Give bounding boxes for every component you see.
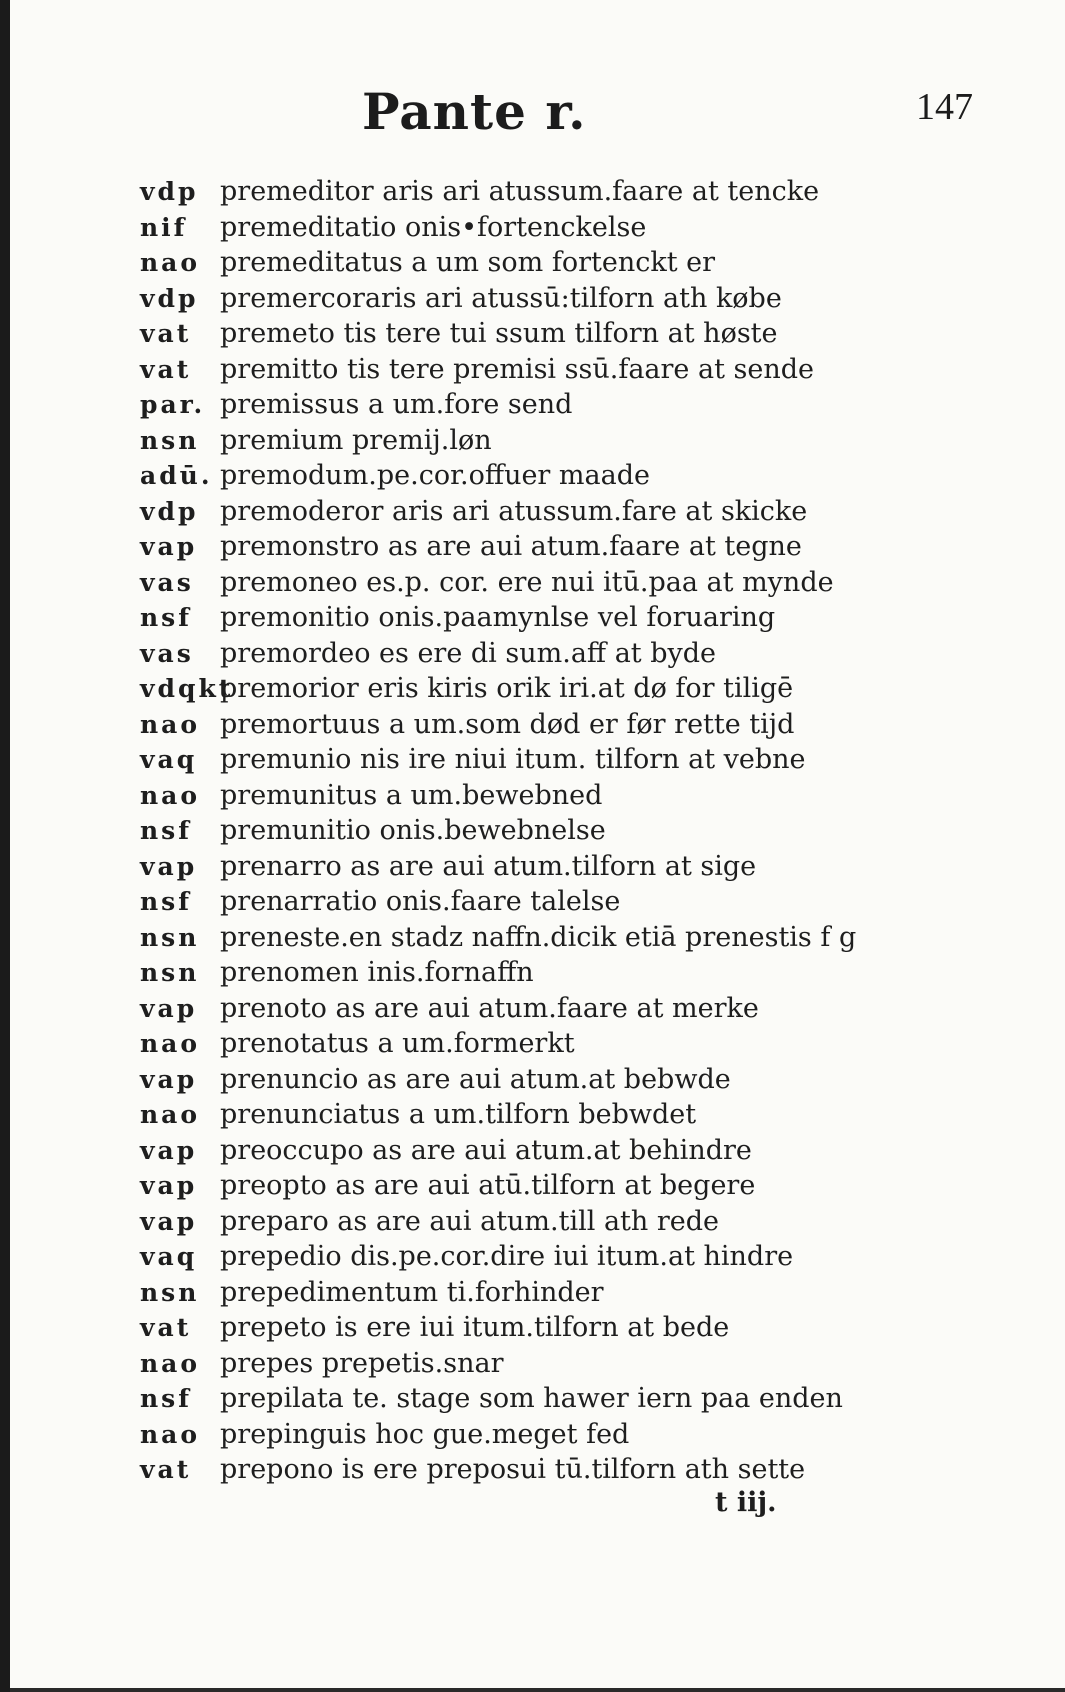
dictionary-entry (140, 1277, 1000, 1313)
grammar-code: nsn (140, 922, 200, 952)
signature-mark: t iij. (715, 1487, 777, 1518)
dictionary-entry (140, 886, 1000, 922)
entry-gloss: premonitio onis.paamynlse vel foruaring (220, 602, 776, 633)
dictionary-entry (140, 1383, 1000, 1419)
dictionary-entry (140, 993, 1000, 1029)
dictionary-entry (140, 1064, 1000, 1100)
dictionary-entry (140, 460, 1000, 496)
entry-gloss: premeto tis tere tui ssum tilforn at høste (220, 318, 778, 349)
entry-gloss: premortuus a um.som død er før rette tijd (220, 708, 795, 740)
dictionary-entry (140, 1454, 1000, 1490)
grammar-code: nif (140, 212, 188, 242)
dictionary-entry (140, 922, 1000, 958)
entry-gloss: prenarratio onis.faare talelse (220, 886, 621, 917)
grammar-code: vdqkt (140, 674, 234, 703)
entry-gloss: prenoto as are aui atum.faare at merke (220, 992, 759, 1024)
entry-gloss: premoderor aris ari atussum.fare at skicke (220, 495, 808, 527)
grammar-code: vat (140, 354, 192, 384)
grammar-code: vap (140, 1064, 198, 1094)
entry-gloss: preoccupo as are aui atum.at behindre (220, 1134, 752, 1166)
entry-gloss: prenomen inis.fornaffn (220, 957, 534, 988)
grammar-code: nao (140, 1029, 201, 1058)
entry-gloss: preneste.en stadz naffn.dicik etiā prenestis f g (220, 921, 857, 953)
dictionary-entry (140, 425, 1000, 461)
dictionary-entry (140, 1028, 1000, 1064)
dictionary-entry (140, 567, 1000, 603)
entry-gloss: prepeto is ere iui itum.tilforn at bede (220, 1312, 730, 1343)
grammar-code: nsn (140, 425, 200, 455)
entry-gloss: premeditor aris ari atussum.faare at tencke (220, 176, 820, 207)
entry-gloss: premeditatus a um som fortenckt er (220, 247, 716, 278)
entry-gloss: premium premij.løn (220, 424, 492, 456)
grammar-code: nao (140, 1100, 201, 1129)
dictionary-entry (140, 638, 1000, 674)
entry-gloss: prenuncio as are aui atum.at bebwde (220, 1063, 731, 1095)
grammar-code: vap (140, 532, 198, 561)
grammar-code: adū. (140, 461, 213, 490)
entry-gloss: premeditatio onis•fortenckelse (220, 211, 647, 243)
page-number: 147 (916, 86, 973, 128)
grammar-code: vdp (140, 496, 199, 526)
dictionary-entry (140, 283, 1000, 319)
entry-gloss: premodum.pe.cor.offuer maade (220, 460, 650, 491)
entry-gloss: prenarro as are aui atum.tilforn at sige (220, 850, 757, 882)
grammar-code: vdp (140, 177, 199, 206)
entry-gloss: preparo as are aui atum.till ath rede (220, 1205, 720, 1237)
dictionary-entry (140, 212, 1000, 248)
dictionary-entry (140, 1348, 1000, 1384)
dictionary-entry (140, 531, 1000, 567)
grammar-code: vat (140, 1455, 192, 1484)
dictionary-entry (140, 851, 1000, 887)
dictionary-entry (140, 673, 1000, 709)
grammar-code: vdp (140, 283, 199, 313)
dictionary-entry (140, 318, 1000, 354)
grammar-code: nsf (140, 887, 193, 916)
entry-gloss: prepes prepetis.snar (220, 1347, 504, 1379)
dictionary-entry (140, 1241, 1000, 1277)
dictionary-entry (140, 780, 1000, 816)
grammar-code: nao (140, 780, 201, 810)
entry-gloss: premitto tis tere premisi ssū.faare at sende (220, 353, 814, 385)
grammar-code: nao (140, 1419, 201, 1449)
grammar-code: nsf (140, 603, 193, 632)
grammar-code: vat (140, 319, 192, 348)
dictionary-entry (140, 1419, 1000, 1455)
grammar-code: nao (140, 709, 201, 739)
entry-gloss: premonstro as are aui atum.faare at tegne (220, 531, 802, 562)
entry-gloss: premunitio onis.bewebnelse (220, 815, 606, 846)
dictionary-entry (140, 744, 1000, 780)
grammar-code: nsn (140, 958, 200, 987)
grammar-code: vap (140, 851, 198, 881)
entry-gloss: premunio nis ire niui itum. tilforn at vebne (220, 744, 806, 775)
dictionary-entry-list (140, 176, 1000, 1490)
grammar-code: vap (140, 1135, 198, 1165)
grammar-code: nsf (140, 1384, 193, 1413)
entry-gloss: prepedimentum ti.forhinder (220, 1276, 604, 1308)
entry-gloss: prepinguis hoc gue.meget fed (220, 1418, 630, 1450)
entry-gloss: prepedio dis.pe.cor.dire iui itum.at hindre (220, 1241, 794, 1272)
dictionary-entry (140, 1135, 1000, 1171)
dictionary-entry (140, 496, 1000, 532)
entry-gloss: premorior eris kiris orik iri.at dø for tiligē (220, 673, 794, 704)
entry-gloss: preopto as are aui atū.tilforn at begere (220, 1170, 756, 1201)
grammar-code: vap (140, 993, 198, 1023)
entry-gloss: premercoraris ari atussū:tilforn ath købe (220, 282, 782, 314)
dictionary-entry (140, 1170, 1000, 1206)
entry-gloss: premoneo es.p. cor. ere nui itū.paa at mynde (220, 566, 834, 598)
dictionary-entry (140, 957, 1000, 993)
dictionary-entry (140, 1312, 1000, 1348)
grammar-code: nsn (140, 1277, 200, 1307)
grammar-code: vap (140, 1206, 198, 1236)
grammar-code: vas (140, 638, 194, 668)
dictionary-entry (140, 709, 1000, 745)
dictionary-entry (140, 176, 1000, 212)
grammar-code: vas (140, 567, 194, 597)
entry-gloss: prenunciatus a um.tilforn bebwdet (220, 1099, 697, 1130)
dictionary-entry (140, 815, 1000, 851)
dictionary-entry (140, 354, 1000, 390)
entry-gloss: prepono is ere preposui tū.tilforn ath sette (220, 1454, 806, 1485)
grammar-code: nsf (140, 816, 193, 845)
entry-gloss: prepilata te. stage som hawer iern paa enden (220, 1383, 843, 1414)
dictionary-entry (140, 247, 1000, 283)
grammar-code: vaq (140, 745, 198, 774)
entry-gloss: premordeo es ere di sum.aff at byde (220, 637, 717, 669)
entry-gloss: premunitus a um.bewebned (220, 779, 603, 811)
dictionary-entry (140, 389, 1000, 425)
running-title: Pante r. (362, 82, 587, 141)
dictionary-entry (140, 1099, 1000, 1135)
grammar-code: vat (140, 1313, 192, 1342)
grammar-code: par. (140, 390, 206, 419)
dictionary-entry (140, 1206, 1000, 1242)
entry-gloss: premissus a um.fore send (220, 389, 573, 420)
entry-gloss: prenotatus a um.formerkt (220, 1028, 575, 1059)
grammar-code: vap (140, 1171, 198, 1200)
grammar-code: nao (140, 248, 201, 277)
grammar-code: nao (140, 1348, 201, 1378)
dictionary-entry (140, 602, 1000, 638)
grammar-code: vaq (140, 1242, 198, 1271)
